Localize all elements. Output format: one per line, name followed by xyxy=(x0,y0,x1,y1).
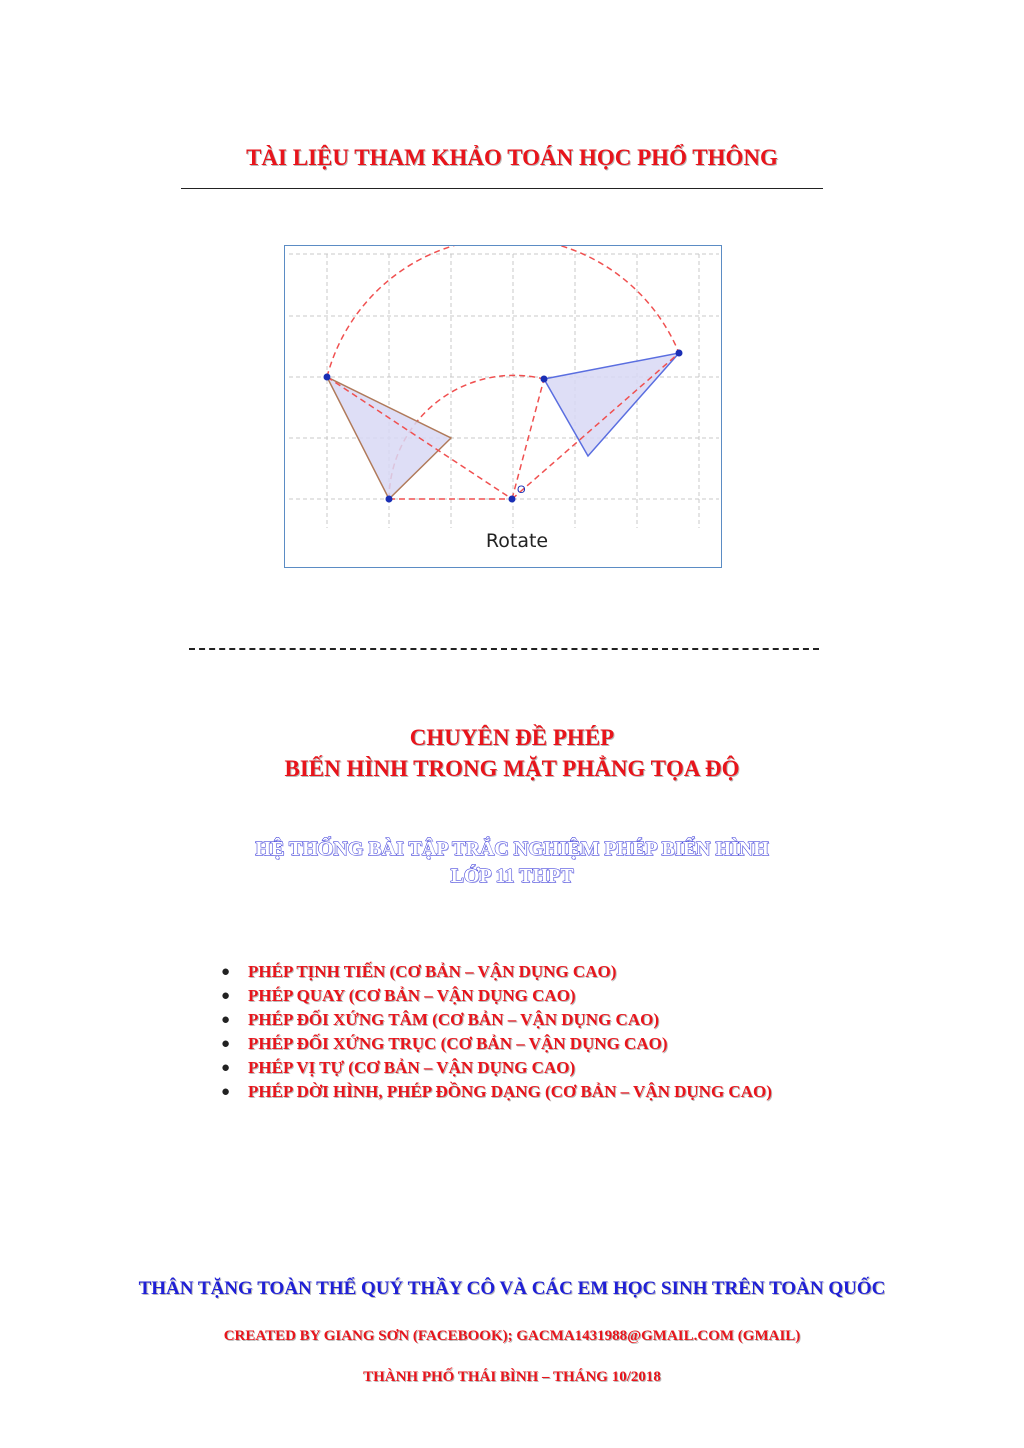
main-title-line-2: BIẾN HÌNH TRONG MẶT PHẲNG TỌA ĐỘ xyxy=(284,756,740,781)
document-header-title: TÀI LIỆU THAM KHẢO TOÁN HỌC PHỔ THÔNG xyxy=(246,145,778,170)
rotation-center-label: O xyxy=(517,484,526,496)
bullet-icon: ● xyxy=(221,964,231,980)
bullet-icon: ● xyxy=(221,1084,231,1100)
main-title-line-1: CHUYÊN ĐỀ PHÉP xyxy=(409,725,615,750)
rotation-diagram xyxy=(285,246,723,569)
subtitle-line-2: LỚP 11 THPT xyxy=(450,865,574,887)
place-date: THÀNH PHỐ THÁI BÌNH – THÁNG 10/2018 xyxy=(363,1369,661,1385)
figure-caption: Rotate xyxy=(485,530,549,552)
author-credit: CREATED BY GIANG SƠN (FACEBOOK); GACMA1431988@GMAIL.COM (GMAIL) xyxy=(223,1328,801,1344)
list-item: ● PHÉP VỊ TỰ (CƠ BẢN – VẬN DỤNG CAO) xyxy=(218,1056,772,1080)
outer-arc xyxy=(327,246,679,377)
bullet-icon: ● xyxy=(221,1060,231,1076)
rotated-triangle xyxy=(544,353,679,456)
list-item: ● PHÉP DỜI HÌNH, PHÉP ĐỒNG DẠNG (CƠ BẢN – VẬN DỤNG CAO) xyxy=(218,1080,772,1104)
bullet-icon: ● xyxy=(221,1036,231,1052)
section-divider xyxy=(189,648,819,650)
dedication-text: THÂN TẶNG TOÀN THỂ QUÝ THẦY CÔ VÀ CÁC EM HỌC SINH TRÊN TOÀN QUỐC xyxy=(138,1278,886,1299)
topic-list xyxy=(218,960,772,1104)
rotation-figure xyxy=(284,245,722,568)
main-title xyxy=(0,722,1024,784)
list-item: ● PHÉP QUAY (CƠ BẢN – VẬN DỤNG CAO) xyxy=(218,984,772,1008)
bullet-icon: ● xyxy=(221,988,231,1004)
header-underline xyxy=(181,188,823,189)
list-item: ● PHÉP ĐỐI XỨNG TRỤC (CƠ BẢN – VẬN DỤNG CAO) xyxy=(218,1032,772,1056)
subtitle xyxy=(0,836,1024,890)
list-item: ● PHÉP ĐỐI XỨNG TÂM (CƠ BẢN – VẬN DỤNG CAO) xyxy=(218,1008,772,1032)
subtitle-line-1: HỆ THỐNG BÀI TẬP TRẮC NGHIỆM PHÉP BIẾN HÌNH xyxy=(255,838,769,860)
list-item: ● PHÉP TỊNH TIẾN (CƠ BẢN – VẬN DỤNG CAO) xyxy=(218,960,772,984)
bullet-icon: ● xyxy=(221,1012,231,1028)
